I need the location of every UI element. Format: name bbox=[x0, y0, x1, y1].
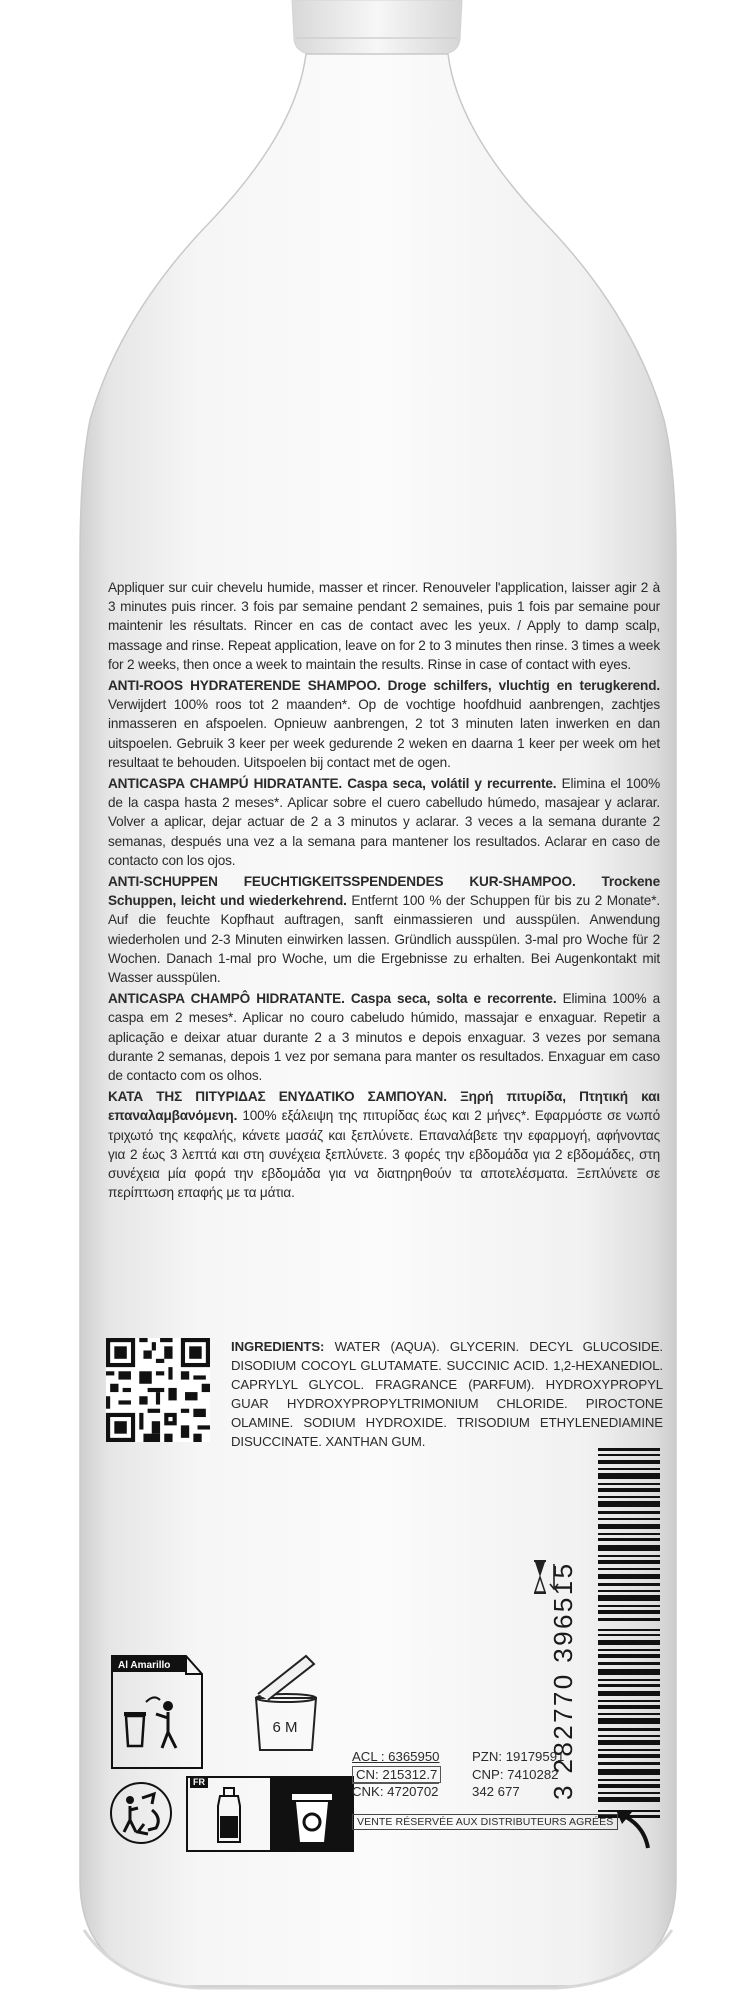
arrow-icon bbox=[614, 1806, 654, 1852]
instructions-es-body: Elimina el 100% de la caspa hasta 2 meses*. Aplicar sobre el cuero cabelludo húmedo, masajear y aclarar. Volver a aplicar, dejar actuar de 2 a 3 minutos y aclarar. 3 veces a la semana durante 2 semanas, después una vez a la semana para mantener los resultados. Aclarar en caso de contacto con los ojos. bbox=[108, 776, 661, 868]
pao-jar-icon bbox=[250, 1650, 322, 1754]
ingredients-text bbox=[231, 1337, 663, 1451]
instructions-el-body: 100% εξάλειψη της πιτυρίδας έως και 2 μήνες*. Εφαρμόστε σε νωπό τριχωτό της κεφαλής, κάνετε μασάζ και ξεπλύνετε. Επαναλάβετε την εφαρμογή, αφήνοντας για 2 έως 3 λεπτά και στη συνέχεια ξεπλύνετε. 3 φορές την εβδομάδα για 2 εβδομάδες, στη συνέχεια μία φορά την εβδομάδα για να διατηρηθούν τα αποτελέσματα. Ξεπλύνετε σε περίπτωση επαφής με τα μάτια. bbox=[108, 1108, 660, 1201]
cn-code: CN: 215312.7 bbox=[352, 1766, 441, 1783]
triman-icon bbox=[108, 1780, 174, 1846]
instructions-el-title: ΚΑΤΑ ΤΗΣ ΠΙΤΥΡΙΔΑΣ ΕΝΥΔΑΤΙΚΟ ΣΑΜΠΟΥΑΝ. Ξηρή πιτυρίδα, Πτητική και επαναλαμβανόμενη. bbox=[108, 1089, 660, 1124]
fr-tag: FR bbox=[190, 1776, 208, 1788]
cnk-code: CNK: 4720702 bbox=[352, 1784, 439, 1799]
instructions-nl-body: Verwijdert 100% roos tot 2 maanden*. Op de vochtige hoofdhuid aanbrengen, zachtjes inmasseren en afspoelen. Opnieuw aanbrengen, 2 tot 3 minuten laten inwerken en dan uitspoelen. Gebruik 3 keer per week gedurende 2 weken en daarna 1 keer per week om het resultaat te behouden. Uitspoelen bij contact met de ogen. bbox=[108, 697, 660, 770]
pzn-code: PZN: 19179591 bbox=[472, 1749, 565, 1764]
product-codes bbox=[352, 1748, 564, 1801]
cnp-code: CNP: 7410282 bbox=[472, 1766, 559, 1782]
instructions-pt-title: ANTICASPA CHAMPÔ HIDRATANTE. Caspa seca, solta e recorrente. bbox=[108, 991, 557, 1007]
instructions-pt bbox=[108, 989, 660, 1085]
instructions-el bbox=[108, 1087, 660, 1202]
instructions-fr-en: Appliquer sur cuir chevelu humide, masser et rincer. Renouveler l'application, laisser agir 2 à 3 minutes puis rincer. 3 fois par semaine pendant 2 semaines, puis 1 fois par semaine pour maintenir les résultats. Rincer en cas de contact avec les yeux. / Apply to damp scalp, massage and rinse. Repeat application, leave on for 2 to 3 minutes then rinse. 3 times a week for 2 weeks, then once a week to maintain the results. Rinse in case of contact with eyes. bbox=[108, 580, 660, 672]
ingredients-label: INGREDIENTS: bbox=[231, 1339, 325, 1354]
num-code: 342 677 bbox=[472, 1784, 520, 1799]
instructions-nl-title: ANTI-ROOS HYDRATERENDE SHAMPOO. Droge schilfers, vluchtig en terugkerend. bbox=[108, 678, 660, 694]
instructions-nl bbox=[108, 676, 660, 772]
instructions-text bbox=[108, 578, 660, 1205]
barcode-digits: 3 282770 396515 bbox=[548, 1561, 578, 1800]
instructions-de bbox=[108, 872, 660, 987]
recycle-bin-icon bbox=[110, 1654, 204, 1770]
vente-notice: VENTE RÉSERVÉE AUX DISTRIBUTEURS AGRÉÉS bbox=[352, 1814, 618, 1830]
acl-code: ACL : 6365950 bbox=[352, 1749, 440, 1764]
hourglass-icon bbox=[532, 1558, 562, 1596]
barcode bbox=[598, 1448, 660, 1824]
pao-label: 6 M bbox=[272, 1719, 298, 1736]
qr-code-icon[interactable] bbox=[106, 1338, 210, 1442]
recycle-tag: Al Amarillo bbox=[118, 1660, 171, 1671]
instructions-de-body: Entfernt 100 % der Schuppen für bis zu 2 Monate*. Auf die feuchte Kopfhaut auftragen, sanft einmassieren und ausspülen. Anwendung wiederholen und 2-3 Minuten einwirken lassen. Gründlich ausspülen. 3-mal pro Woche für 2 Wochen. Danach 1-mal pro Woche, um die Ergebnisse zu erhalten. Bei Augenkontakt mit Wasser ausspülen. bbox=[108, 893, 660, 986]
instructions-es-title: ANTICASPA CHAMPÚ HIDRATANTE. Caspa seca, volátil y recurrente. bbox=[108, 776, 557, 792]
fr-sorting-box bbox=[186, 1776, 354, 1852]
ingredients-list: WATER (AQUA). GLYCERIN. DECYL GLUCOSIDE. DISODIUM COCOYL GLUTAMATE. SUCCINIC ACID. 1,2-HEXANEDIOL. CAPRYLYL GLYCOL. FRAGRANCE (PARFUM). HYDROXYPROPYL GUAR HYDROXYPROPYLTRIMONIUM CHLORIDE. PIROCTONE OLAMINE. SODIUM HYDROXIDE. TRISODIUM ETHYLENEDIAMINE DISUCCINATE. XANTHAN GUM. bbox=[231, 1339, 663, 1449]
instructions-es bbox=[108, 774, 660, 870]
instructions-de-title: ANTI-SCHUPPEN FEUCHTIGKEITSSPENDENDES KUR-SHAMPOO. Trockene Schuppen, leicht und wiederkehrend. bbox=[108, 874, 660, 909]
instructions-pt-body: Elimina 100% a caspa em 2 meses*. Aplicar no couro cabeludo húmido, massajar e enxaguar. Repetir a aplicação e deixar atuar durante 2 a 3 minutos e depois enxaguar. 3 vezes por semana durante 2 semanas, depois 1 vez por semana para manter os resultados. Enxaguar em caso de contacto com os olhos. bbox=[108, 991, 660, 1084]
bottle-icon bbox=[218, 1788, 240, 1842]
